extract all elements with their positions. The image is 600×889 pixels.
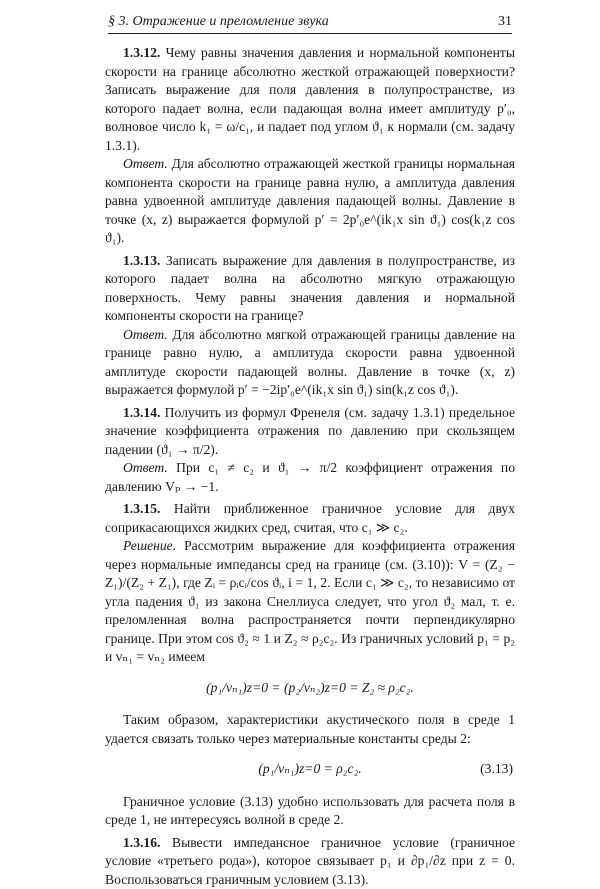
answer-label: Ответ.: [123, 460, 168, 475]
running-head: [108, 14, 512, 30]
answer-text: Для абсолютно отражающей жесткой границы нормальная компонента скорости на границе равна нулю, а амплитуда давления равна удвоенной амплитуде давления падающей волны. Давление в точке (x, z) выражается формулой p′ = 2p′₀e^(ik₁x sin ϑ₁) cos(k₁z cos ϑ₁).: [105, 156, 515, 245]
problem-1-3-15: [105, 500, 515, 537]
page-number: 31: [498, 14, 512, 30]
page-body: [105, 40, 515, 889]
equation-text: (p₁/vₙ₁)z=0 = ρ₂c₂.: [258, 761, 361, 776]
paragraph-text: Граничное условие (3.13) удобно использовать для расчета поля в среде 1, не интересуясь волной в среде 2.: [105, 794, 515, 828]
paragraph-text: Таким образом, характеристики акустического поля в среде 1 удается связать только через материальные константы среды 2:: [105, 712, 515, 746]
problem-text: Получить из формул Френеля (см. задачу 1.3.1) предельное значение коэффициента отражения по давлению при скользящем падении (ϑ₁ → π/2).: [105, 405, 515, 457]
answer-text: Для абсолютно мягкой отражающей границы давление на границе равно нулю, а амплитуда скорости равна удвоенной амплитуде скорости падающей волны. Давление в точке (x, z) выражается формулой p′ = −2ip′₀e^(ik₁x sin ϑ₁) sin(k₁z cos ϑ₁).: [105, 327, 515, 398]
solution-label: Решение.: [123, 538, 176, 553]
equation-impedance: [105, 679, 515, 698]
answer-label: Ответ.: [123, 156, 168, 171]
problem-number: 1.3.12.: [123, 45, 160, 60]
equation-number: (3.13): [480, 760, 513, 779]
problem-text: Записать выражение для давления в полупространстве, из которого падает волна на абсолютно мягкую отражающую поверхность. Чему равны значения давления и нормальной компоненты скорости на границе?: [105, 253, 515, 324]
equation-3-13: [105, 760, 515, 779]
answer-1-3-13: [105, 326, 515, 400]
problem-number: 1.3.14.: [123, 405, 160, 420]
answer-text: При c₁ ≠ c₂ и ϑ₁ → π/2 коэффициент отражения по давлению Vₚ → −1.: [105, 460, 515, 494]
equation-text: (p₁/vₙ₁)z=0 = (p₂/vₙ₂)z=0 = Z₂ ≈ ρ₂c₂.: [206, 680, 414, 695]
answer-1-3-14: [105, 459, 515, 496]
problem-text: Найти приближенное граничное условие для двух соприкасающихся жидких сред, считая, что c₁ ≫ c₂.: [105, 501, 515, 535]
problem-number: 1.3.13.: [123, 253, 160, 268]
paragraph-usage: [105, 793, 515, 830]
problem-number: 1.3.15.: [123, 501, 160, 516]
answer-label: Ответ.: [123, 327, 168, 342]
paragraph-conclusion: [105, 711, 515, 748]
solution-text: Рассмотрим выражение для коэффициента отражения через нормальные импедансы сред на границе (см. (3.10)): V = (Z₂ − Z₁)/(Z₂ + Z₁), где Zᵢ = ρᵢcᵢ/cos ϑᵢ, i = 1, 2. Если c₁ ≫ c₂, то независимо от угла падения ϑ₁ из закона Снеллиуса следует, что угол ϑ₂ мал, т. е. преломленная волна распространяется почти перпендикулярно границе. При этом cos ϑ₂ ≈ 1 и Z₂ ≈ ρ₂c₂. Из граничных условий p₁ = p₂ и vₙ₁ = vₙ₂ имеем: [105, 538, 515, 664]
problem-text: Вывести импедансное граничное условие (граничное условие «третьего рода»), которое связывает p₁ и ∂p₁/∂z при z = 0. Воспользоваться граничным условием (3.13).: [105, 835, 515, 887]
problem-number: 1.3.16.: [123, 835, 160, 850]
section-title: § 3. Отражение и преломление звука: [108, 14, 329, 30]
header-rule: [108, 33, 512, 34]
problem-1-3-13: [105, 252, 515, 326]
solution-1-3-15: [105, 537, 515, 667]
problem-1-3-14: [105, 404, 515, 460]
problem-1-3-16: [105, 834, 515, 889]
problem-text: Чему равны значения давления и нормальной компоненты скорости на границе абсолютно жесткой отражающей поверхности? Записать выражение для поля давления в полупространстве, из которого падает волна, если падающая волна имеет амплитуду p′₀, волновое число k₁ = ω/c₁, и падает под углом ϑ₁ к нормали (см. задачу 1.3.1).: [105, 45, 515, 153]
answer-1-3-12: [105, 155, 515, 248]
problem-1-3-12: [105, 44, 515, 155]
